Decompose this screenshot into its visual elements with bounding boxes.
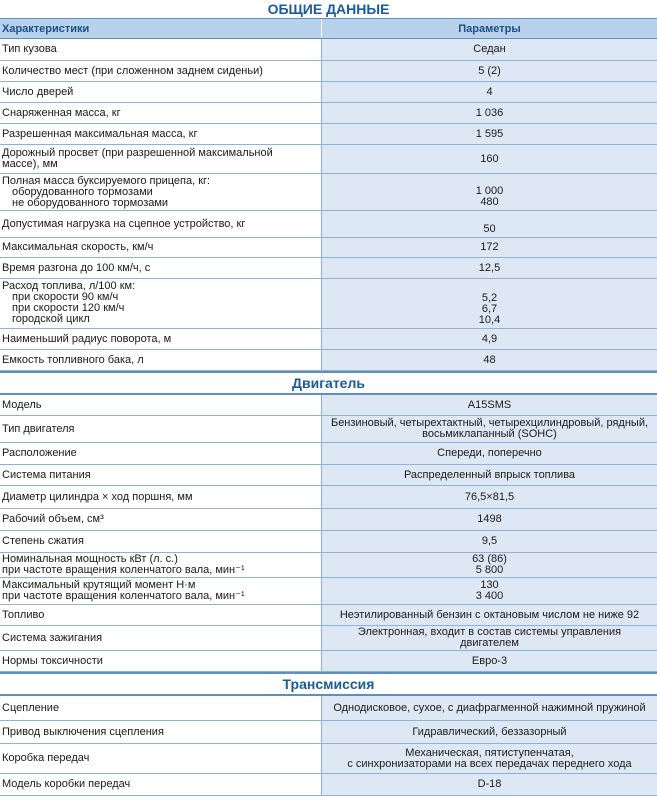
row-characteristic bbox=[0, 578, 322, 604]
row-characteristic: Модель коробки передач bbox=[0, 774, 322, 795]
row-characteristic-line: Расход топлива, л/100 км: bbox=[2, 280, 136, 292]
row-characteristic: Нормы токсичности bbox=[0, 651, 322, 671]
col-parameters-header: Параметры bbox=[458, 22, 521, 35]
row-parameter-line: восьмиклапанный (SOHC) bbox=[422, 428, 557, 440]
row-parameter: 1 595 bbox=[322, 124, 657, 144]
row-parameter-line: 3 400 bbox=[475, 590, 504, 602]
row-parameter-line: 10,4 bbox=[478, 314, 501, 326]
row-parameter: Гидравлический, беззазорный bbox=[322, 721, 657, 743]
row-characteristic: Сцепление bbox=[0, 696, 322, 720]
table-row bbox=[0, 465, 657, 486]
table-row bbox=[0, 774, 657, 796]
table-row bbox=[0, 744, 657, 774]
table-row bbox=[0, 626, 657, 651]
table-row bbox=[0, 279, 657, 329]
row-characteristic-line: при скорости 90 км/ч bbox=[12, 291, 119, 303]
general-table bbox=[0, 39, 657, 371]
row-characteristic bbox=[0, 145, 322, 173]
row-parameter: 48 bbox=[322, 350, 657, 370]
row-parameter bbox=[322, 578, 657, 604]
row-characteristic: Рабочий объем, см³ bbox=[0, 509, 322, 530]
general-section-title: ОБЩИЕ ДАННЫЕ bbox=[0, 0, 657, 18]
table-row bbox=[0, 258, 657, 279]
row-characteristic: Привод выключения сцепления bbox=[0, 721, 322, 743]
row-parameter-line: 480 bbox=[480, 196, 499, 208]
row-parameter bbox=[322, 553, 657, 577]
row-characteristic bbox=[0, 174, 322, 210]
row-parameter: 1498 bbox=[322, 509, 657, 530]
row-parameter bbox=[322, 744, 657, 773]
row-parameter: 160 bbox=[322, 145, 657, 173]
table-row bbox=[0, 124, 657, 145]
col-characteristics-header: Характеристики bbox=[0, 19, 322, 38]
row-parameter-line: 63 (86) bbox=[472, 553, 507, 565]
row-parameter: D-18 bbox=[322, 774, 657, 795]
row-parameter bbox=[322, 626, 657, 650]
row-characteristic: Время разгона до 100 км/ч, с bbox=[0, 258, 322, 278]
row-parameter-line: 5 800 bbox=[475, 564, 504, 576]
table-row bbox=[0, 553, 657, 578]
row-parameter: Спереди, поперечно bbox=[322, 443, 657, 464]
table-row bbox=[0, 329, 657, 350]
row-parameter-line: 6,7 bbox=[481, 303, 498, 315]
row-parameter: Распределенный впрыск топлива bbox=[322, 465, 657, 485]
engine-table bbox=[0, 395, 657, 672]
table-row bbox=[0, 486, 657, 509]
row-parameter-line: с синхронизаторами на всех передачах переднего хода bbox=[347, 757, 632, 770]
table-header bbox=[0, 18, 657, 39]
row-characteristic: Снаряженная масса, кг bbox=[0, 103, 322, 123]
row-parameter: 1 036 bbox=[322, 103, 657, 123]
table-row bbox=[0, 174, 657, 211]
row-parameter: 9,5 bbox=[322, 531, 657, 552]
row-characteristic: Расположение bbox=[0, 443, 322, 464]
row-parameter: Евро-3 bbox=[322, 651, 657, 671]
row-characteristic-line: при скорости 120 км/ч bbox=[12, 302, 125, 314]
row-parameter-line: Механическая, пятиступенчатая, bbox=[405, 746, 574, 759]
row-parameter: 50 bbox=[322, 211, 657, 237]
row-characteristic-line: Максимальный крутящий момент Н·м bbox=[2, 579, 196, 591]
row-characteristic: Разрешенная максимальная масса, кг bbox=[0, 124, 322, 144]
transmission-section-title: Трансмиссия bbox=[0, 674, 657, 694]
row-characteristic: Коробка передач bbox=[0, 744, 322, 773]
row-characteristic: Тип двигателя bbox=[0, 416, 322, 442]
row-characteristic: Модель bbox=[0, 395, 322, 415]
row-parameter: Седан bbox=[322, 39, 657, 60]
row-characteristic: Тип кузова bbox=[0, 39, 322, 60]
row-characteristic-line: массе), мм bbox=[2, 158, 58, 170]
row-characteristic bbox=[0, 279, 322, 328]
table-row bbox=[0, 509, 657, 531]
table-row bbox=[0, 721, 657, 744]
row-parameter-line: 5,2 bbox=[481, 292, 498, 304]
row-characteristic: Система питания bbox=[0, 465, 322, 485]
row-characteristic: Емкость топливного бака, л bbox=[0, 350, 322, 370]
row-characteristic-line: Дорожный просвет (при разрешенной максимальной bbox=[2, 147, 273, 159]
row-characteristic-line: оборудованного тормозами bbox=[12, 186, 153, 198]
row-characteristic-line: Полная масса буксируемого прицепа, кг: bbox=[2, 175, 211, 187]
engine-section-title: Двигатель bbox=[0, 373, 657, 393]
row-characteristic-line: не оборудованного тормозами bbox=[12, 197, 169, 209]
row-characteristic: Количество мест (при сложенном заднем сиденьи) bbox=[0, 61, 322, 81]
row-parameter: 5 (2) bbox=[322, 61, 657, 81]
row-parameter: 172 bbox=[322, 238, 657, 257]
row-characteristic: Система зажигания bbox=[0, 626, 322, 650]
row-characteristic: Максимальная скорость, км/ч bbox=[0, 238, 322, 257]
row-characteristic: Степень сжатия bbox=[0, 531, 322, 552]
row-parameter: Неэтилированный бензин с октановым числом не ниже 92 bbox=[322, 605, 657, 625]
row-characteristic-line: Номинальная мощность кВт (л. с.) bbox=[2, 553, 178, 565]
row-characteristic-line: при частоте вращения коленчатого вала, мин⁻¹ bbox=[2, 564, 245, 576]
row-parameter-line: 130 bbox=[480, 579, 499, 591]
table-row bbox=[0, 696, 657, 721]
row-parameter: 76,5×81,5 bbox=[322, 486, 657, 508]
row-characteristic: Диаметр цилиндра × ход поршня, мм bbox=[0, 486, 322, 508]
row-characteristic bbox=[0, 553, 322, 577]
table-row bbox=[0, 395, 657, 416]
row-characteristic-line: городской цикл bbox=[12, 313, 90, 325]
row-characteristic: Наименьший радиус поворота, м bbox=[0, 329, 322, 349]
row-parameter: 12,5 bbox=[322, 258, 657, 278]
transmission-table bbox=[0, 696, 657, 796]
row-parameter-line: Электронная, входит в состав системы управления bbox=[357, 626, 622, 638]
row-parameter: A15SMS bbox=[322, 395, 657, 415]
row-parameter: 4,9 bbox=[322, 329, 657, 349]
row-parameter bbox=[322, 174, 657, 210]
row-parameter: 4 bbox=[322, 82, 657, 102]
row-characteristic: Допустимая нагрузка на сцепное устройство, кг bbox=[0, 211, 322, 237]
table-row bbox=[0, 238, 657, 258]
row-parameter-line: Бензиновый, четырехтактный, четырехцилиндровый, рядный, bbox=[330, 417, 649, 429]
row-parameter bbox=[322, 416, 657, 442]
table-row bbox=[0, 605, 657, 626]
table-row bbox=[0, 103, 657, 124]
row-parameter: Однодисковое, сухое, с диафрагменной нажимной пружиной bbox=[322, 696, 657, 720]
row-characteristic: Топливо bbox=[0, 605, 322, 625]
table-row bbox=[0, 145, 657, 174]
table-row bbox=[0, 82, 657, 103]
table-row bbox=[0, 61, 657, 82]
table-row bbox=[0, 531, 657, 553]
table-row bbox=[0, 443, 657, 465]
table-row bbox=[0, 651, 657, 672]
row-parameter bbox=[322, 279, 657, 328]
row-parameter-line: 1 000 bbox=[475, 185, 504, 197]
row-characteristic: Число дверей bbox=[0, 82, 322, 102]
table-row bbox=[0, 211, 657, 238]
table-row bbox=[0, 350, 657, 371]
table-row bbox=[0, 416, 657, 443]
row-parameter-line: двигателем bbox=[460, 637, 519, 649]
row-characteristic-line: при частоте вращения коленчатого вала, мин⁻¹ bbox=[2, 590, 245, 602]
table-row bbox=[0, 39, 657, 61]
table-row bbox=[0, 578, 657, 605]
